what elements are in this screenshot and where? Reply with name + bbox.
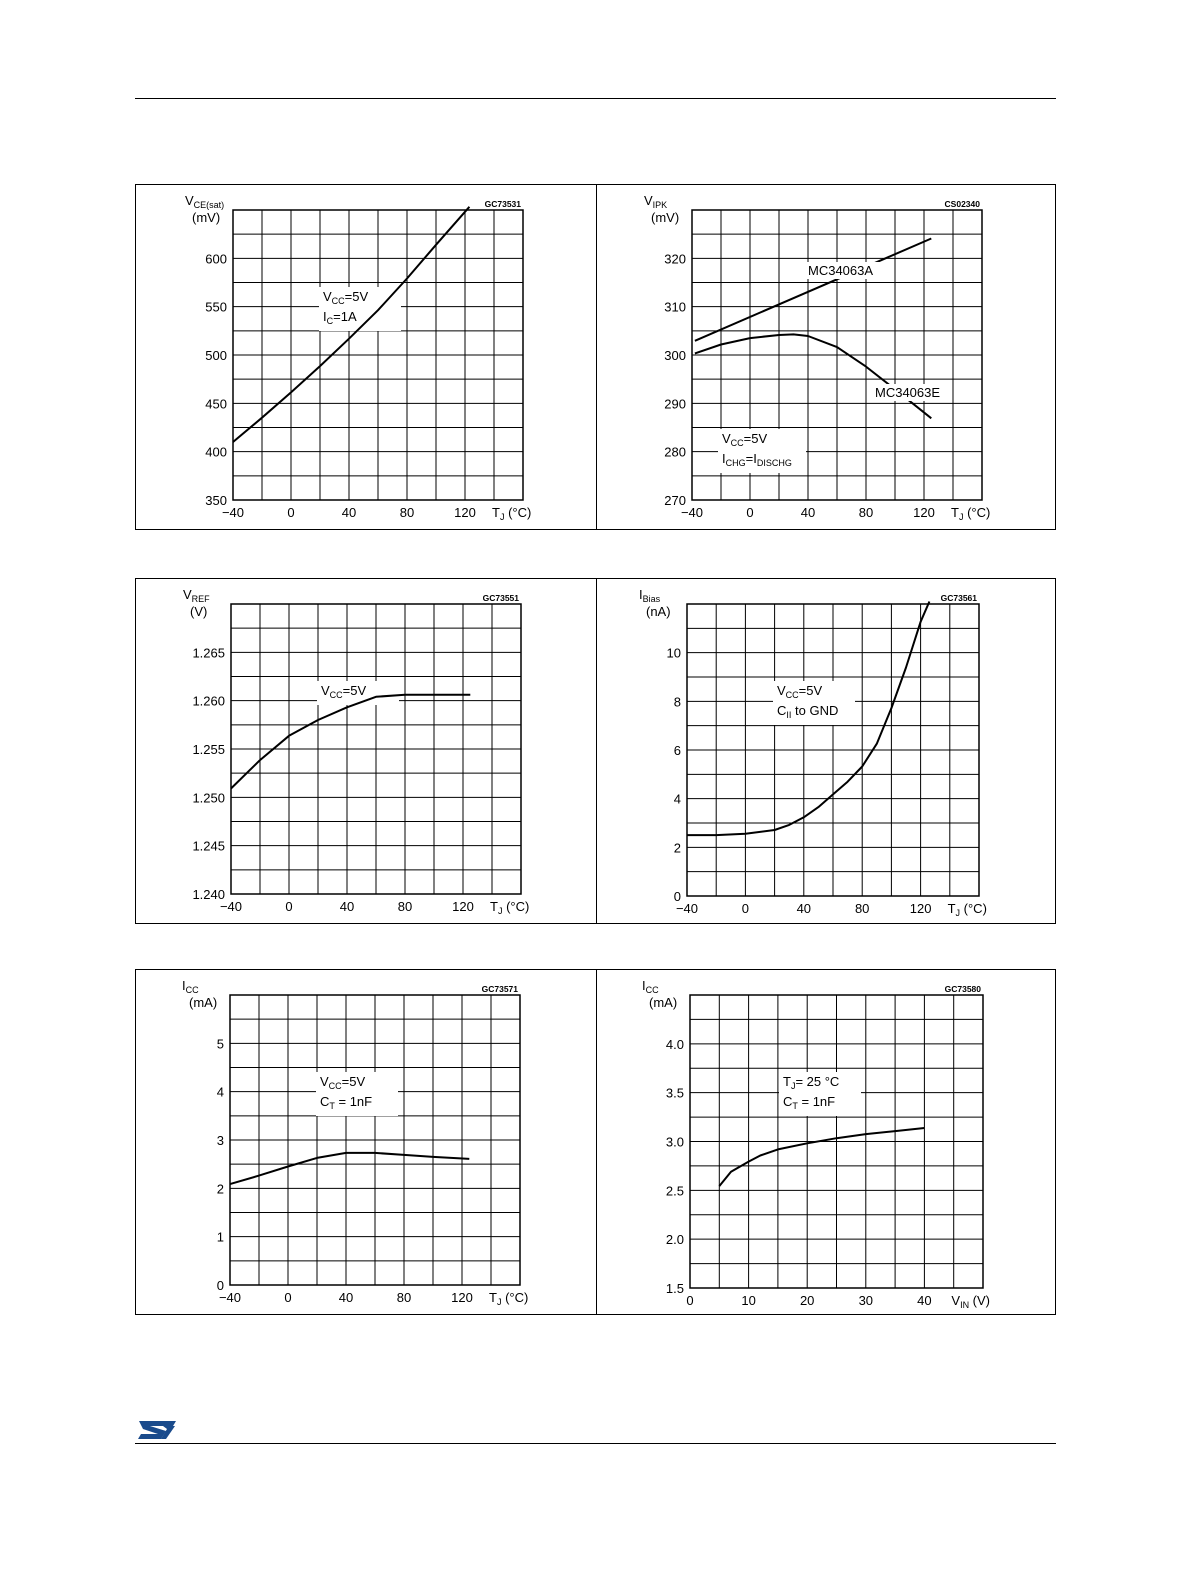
condition-note: $C_T = 1nF$ [320,1094,373,1111]
x-tick-label: 20 [799,1293,815,1308]
x-tick-label: 80 [399,505,415,520]
chart-code: CS02340 [944,199,980,209]
series-line [719,1128,924,1186]
x-axis-label: $T_J$ (°C) [947,901,987,918]
x-tick-label: −40 [680,505,704,520]
y-tick-label: 5 [216,1036,224,1052]
condition-note: $I_C=1A$ [323,309,357,326]
x-axis-label: $T_J$ (°C) [489,1290,529,1307]
chart-ibias [596,579,1056,923]
x-tick-label: 80 [396,1290,412,1305]
y-tick-label: 3.0 [665,1134,684,1150]
x-axis-label: $T_J$ (°C) [492,505,532,522]
condition-note: $V_{CC}=5V$ [722,431,768,448]
x-tick-label: 0 [746,505,754,520]
x-tick-label: 40 [338,1290,354,1305]
x-tick-label: −40 [218,1290,242,1305]
y-tick-label: 4 [216,1084,224,1100]
chart-icc-vin [596,970,1056,1314]
y-tick-label: 8 [673,694,681,710]
chart-code: GC73561 [940,593,977,603]
condition-note: $C_{II}$ to GND [777,703,839,720]
y-tick-label: 2 [216,1181,224,1197]
y-tick-label: 4.0 [665,1036,684,1052]
x-tick-label: 80 [397,899,413,914]
chart-vce-sat [136,185,595,529]
x-tick-label: 0 [285,899,293,914]
x-tick-label: 40 [796,901,812,916]
x-tick-label: −40 [675,901,699,916]
series-line [695,334,931,418]
condition-note: $V_{CC}=5V$ [323,289,369,306]
condition-note: $V_{CC}=5V$ [321,683,367,700]
y-tick-label: 1.250 [192,790,225,806]
y-tick-label: 1 [216,1229,224,1245]
condition-note: $V_{CC}=5V$ [320,1074,366,1091]
y-tick-label: 1.265 [192,645,225,661]
y-axis-unit: (mA) [189,995,218,1010]
grid [687,604,979,896]
x-axis-label: $T_J$ (°C) [951,505,991,522]
chart-panel-row-2 [135,578,1056,924]
grid [690,995,983,1288]
grid [230,995,520,1285]
y-tick-label: 2 [673,840,681,856]
x-tick-label: 120 [451,1290,473,1305]
y-tick-label: 550 [205,299,227,315]
y-tick-label: 1.240 [192,887,225,902]
x-tick-label: 40 [800,505,816,520]
chart-svg-vipk [597,185,1056,529]
y-axis-unit: (mV) [192,210,221,225]
series-line [695,239,931,341]
y-tick-label: 1.245 [192,838,225,854]
y-tick-label: 600 [205,251,227,267]
x-tick-label: 80 [858,505,874,520]
y-tick-label: 0 [673,889,681,904]
chart-panel-row-3 [135,969,1056,1315]
x-tick-label: 30 [858,1293,874,1308]
condition-note: $V_{CC}=5V$ [777,683,823,700]
condition-note: $C_T = 1nF$ [783,1094,836,1111]
chart-code: GC73531 [484,199,521,209]
y-tick-label: 500 [205,348,227,363]
y-tick-label: 1.5 [665,1281,684,1296]
chart-svg-ibias [597,579,1056,923]
chart-icc-tj [136,970,595,1314]
x-tick-label: 0 [284,1290,292,1305]
y-tick-label: 280 [664,444,686,460]
chart-code: GC73571 [481,984,518,994]
x-tick-label: 40 [341,505,357,520]
y-axis-label: $I_{CC}$ [182,978,199,995]
curve-label: MC34063E [875,385,941,400]
footer-rule [135,1443,1056,1444]
x-tick-label: 120 [909,901,932,916]
y-tick-label: 320 [664,251,686,267]
y-axis-label: $V_{CE(sat)}$ [185,193,225,210]
x-tick-label: 10 [741,1293,756,1308]
y-axis-unit: (mA) [649,995,678,1010]
condition-note: $I_{CHG}=I_{DISCHG}$ [722,451,792,468]
y-axis-label: $V_{REF}$ [183,587,210,604]
chart-svg-vce-sat [136,185,595,529]
y-axis-unit: (V) [190,604,208,619]
y-tick-label: 2.0 [665,1232,684,1248]
x-tick-label: 120 [913,505,935,520]
y-tick-label: 6 [673,743,681,758]
x-tick-label: 0 [287,505,295,520]
y-tick-label: 300 [664,348,686,363]
x-axis-label: $T_J$ (°C) [490,899,530,916]
chart-svg-icc-vin [597,970,1056,1314]
y-tick-label: 350 [205,493,227,508]
y-axis-label: $I_{CC}$ [642,978,659,995]
y-tick-label: 3 [216,1133,224,1148]
x-tick-label: 80 [854,901,870,916]
st-logo-icon [136,1418,180,1442]
y-tick-label: 400 [205,444,227,460]
x-tick-label: 120 [452,899,474,914]
y-tick-label: 4 [673,791,681,807]
grid [233,210,523,500]
chart-vipk [596,185,1056,529]
x-tick-label: −40 [221,505,245,520]
y-tick-label: 10 [666,645,681,661]
chart-code: GC73551 [482,593,519,603]
x-tick-label: 120 [454,505,476,520]
chart-svg-icc-tj [136,970,595,1314]
y-tick-label: 450 [205,396,227,412]
chart-code: GC73580 [944,984,981,994]
y-axis-label: $V_{IPK}$ [644,193,668,210]
st-logo [136,1418,180,1442]
y-tick-label: 1.255 [192,742,225,757]
y-axis-unit: (mV) [651,210,680,225]
y-tick-label: 0 [216,1278,224,1293]
x-tick-label: 40 [917,1293,932,1308]
chart-vref [136,579,595,923]
y-tick-label: 2.5 [665,1183,684,1199]
x-axis-label: $V_{IN}$ (V) [951,1293,991,1310]
x-tick-label: 0 [686,1293,694,1308]
y-axis-label: $I_{Bias}$ [639,587,661,604]
y-tick-label: 1.260 [192,693,225,709]
x-tick-label: −40 [219,899,243,914]
condition-note: $T_J= 25$ °C [783,1074,840,1091]
y-tick-label: 310 [664,299,686,315]
y-tick-label: 3.5 [665,1085,684,1101]
chart-panel-row-1 [135,184,1056,530]
y-tick-label: 270 [664,493,686,508]
y-axis-unit: (nA) [646,604,671,619]
y-tick-label: 290 [664,396,686,412]
x-tick-label: 40 [339,899,355,914]
curve-label: MC34063A [808,263,874,278]
chart-svg-vref [136,579,595,923]
x-tick-label: 0 [741,901,750,916]
header-rule [135,98,1056,99]
